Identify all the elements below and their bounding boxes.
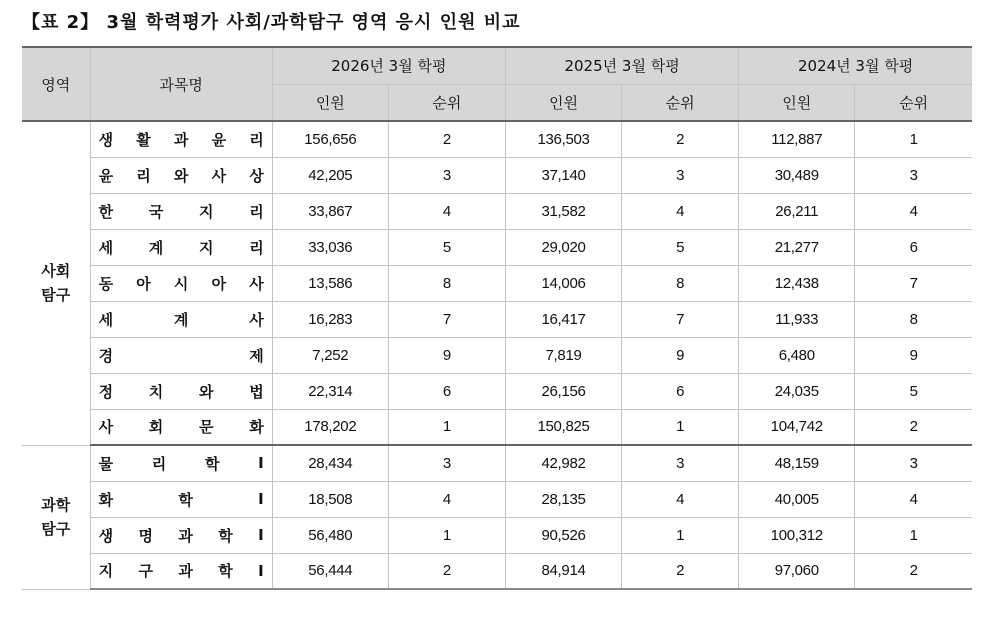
count-cell: 18,508 xyxy=(272,481,388,517)
subject-name-cell xyxy=(90,445,272,481)
subject-name-cell xyxy=(90,229,272,265)
rank-cell: 8 xyxy=(388,265,505,301)
count-cell: 24,035 xyxy=(739,373,855,409)
header-rank: 순위 xyxy=(622,84,739,121)
subject-char: Ⅰ xyxy=(258,561,264,580)
table-row xyxy=(22,121,972,157)
subject-char: Ⅰ xyxy=(258,490,264,508)
count-cell: 26,211 xyxy=(739,193,855,229)
header-year-2024: 2024년 3월 학평 xyxy=(739,47,972,84)
rank-cell: 3 xyxy=(388,157,505,193)
rank-cell: 1 xyxy=(855,517,972,553)
area-label-line: 사회 xyxy=(41,262,71,281)
count-cell: 12,438 xyxy=(739,265,855,301)
subject-char: 구 xyxy=(138,562,153,581)
subject-char: 리 xyxy=(249,202,264,221)
rank-cell: 1 xyxy=(388,409,505,445)
rank-cell: 9 xyxy=(855,337,972,373)
table-row xyxy=(22,337,972,373)
count-cell: 33,036 xyxy=(272,229,388,265)
subject-char: 회 xyxy=(148,418,164,437)
rank-cell: 5 xyxy=(388,229,505,265)
subject-char: 아 xyxy=(136,274,151,293)
subject-char: 사 xyxy=(98,418,114,437)
subject-name-cell xyxy=(90,121,272,157)
area-cell xyxy=(22,121,90,445)
header-count: 인원 xyxy=(272,84,388,121)
subject-char: 계 xyxy=(148,238,164,257)
rank-cell: 3 xyxy=(388,445,505,481)
count-cell: 16,417 xyxy=(505,301,621,337)
subject-char: 사 xyxy=(249,274,264,293)
subject-char: 사 xyxy=(249,310,264,329)
subject-char: 학 xyxy=(218,526,233,545)
area-cell xyxy=(22,445,90,589)
subject-char: 학 xyxy=(204,454,220,473)
table-row xyxy=(22,517,972,553)
subject-char: 리 xyxy=(249,238,264,257)
header-rank: 순위 xyxy=(855,84,972,121)
subject-char: 명 xyxy=(138,526,153,545)
rank-cell: 2 xyxy=(388,121,505,157)
subject-char: 상 xyxy=(249,166,264,185)
table-row xyxy=(22,265,972,301)
subject-char: 와 xyxy=(173,166,189,185)
rank-cell: 3 xyxy=(855,157,972,193)
rank-cell: 2 xyxy=(855,553,972,589)
subject-char: 사 xyxy=(211,166,227,185)
count-cell: 56,480 xyxy=(272,517,388,553)
count-cell: 16,283 xyxy=(272,301,388,337)
count-cell: 56,444 xyxy=(272,553,388,589)
table-body xyxy=(22,121,972,589)
count-cell: 84,914 xyxy=(505,553,621,589)
subject-char: 와 xyxy=(199,382,214,401)
rank-cell: 3 xyxy=(622,157,739,193)
subject-char: 세 xyxy=(98,238,114,257)
rank-cell: 5 xyxy=(622,229,739,265)
count-cell: 42,982 xyxy=(505,445,621,481)
count-cell: 30,489 xyxy=(739,157,855,193)
subject-char: 문 xyxy=(199,418,214,437)
rank-cell: 2 xyxy=(388,553,505,589)
rank-cell: 3 xyxy=(855,445,972,481)
subject-char: 화 xyxy=(98,490,114,509)
count-cell: 7,252 xyxy=(272,337,388,373)
subject-char: 리 xyxy=(136,166,151,185)
table-row xyxy=(22,481,972,517)
count-cell: 90,526 xyxy=(505,517,621,553)
subject-char: 리 xyxy=(151,454,167,473)
count-cell: 13,586 xyxy=(272,265,388,301)
area-label-line: 과학 xyxy=(41,496,71,514)
rank-cell: 2 xyxy=(855,409,972,445)
count-cell: 7,819 xyxy=(505,337,621,373)
subject-char: 학 xyxy=(178,490,193,509)
rank-cell: 7 xyxy=(622,301,739,337)
subject-char: 생 xyxy=(98,526,114,545)
rank-cell: 4 xyxy=(855,193,972,229)
count-cell: 100,312 xyxy=(739,517,855,553)
subject-char: 과 xyxy=(173,130,189,149)
subject-char: 윤 xyxy=(211,130,227,149)
subject-name-cell xyxy=(90,481,272,517)
subject-char: 제 xyxy=(249,346,264,365)
table-row xyxy=(22,445,972,481)
subject-char: 물 xyxy=(98,454,114,473)
count-cell: 112,887 xyxy=(739,121,855,157)
rank-cell: 3 xyxy=(622,445,739,481)
count-cell: 48,159 xyxy=(739,445,855,481)
count-cell: 156,656 xyxy=(272,121,388,157)
subject-char: 과 xyxy=(178,562,193,581)
rank-cell: 2 xyxy=(622,121,739,157)
subject-char: 리 xyxy=(249,130,264,149)
rank-cell: 9 xyxy=(388,337,505,373)
rank-cell: 9 xyxy=(622,337,739,373)
table-row xyxy=(22,193,972,229)
subject-char: 국 xyxy=(148,202,164,221)
count-cell: 37,140 xyxy=(505,157,621,193)
subject-char: 시 xyxy=(173,274,189,293)
header-year-2026: 2026년 3월 학평 xyxy=(272,47,505,84)
rank-cell: 6 xyxy=(855,229,972,265)
rank-cell: 8 xyxy=(622,265,739,301)
rank-cell: 4 xyxy=(388,193,505,229)
count-cell: 136,503 xyxy=(505,121,621,157)
subject-char: 화 xyxy=(249,418,264,437)
count-cell: 97,060 xyxy=(739,553,855,589)
count-cell: 21,277 xyxy=(739,229,855,265)
subject-name-cell xyxy=(90,157,272,193)
count-cell: 42,205 xyxy=(272,157,388,193)
count-cell: 22,314 xyxy=(272,373,388,409)
count-cell: 14,006 xyxy=(505,265,621,301)
rank-cell: 1 xyxy=(622,409,739,445)
rank-cell: 8 xyxy=(855,301,972,337)
header-count: 인원 xyxy=(505,84,621,121)
table-title: 【표 2】 3월 학력평가 사회/과학탐구 영역 응시 인원 비교 xyxy=(22,12,521,33)
subject-char: 정 xyxy=(98,382,114,401)
subject-char: 세 xyxy=(98,310,114,329)
count-cell: 104,742 xyxy=(739,409,855,445)
subject-char: 한 xyxy=(98,202,114,221)
subject-char: Ⅰ xyxy=(258,526,264,544)
subject-char: 경 xyxy=(98,346,114,365)
count-cell: 29,020 xyxy=(505,229,621,265)
count-cell: 6,480 xyxy=(739,337,855,373)
table-row xyxy=(22,301,972,337)
rank-cell: 7 xyxy=(855,265,972,301)
header-area: 영역 xyxy=(22,47,90,121)
count-cell: 31,582 xyxy=(505,193,621,229)
subject-name-cell xyxy=(90,337,272,373)
header-rank: 순위 xyxy=(388,84,505,121)
rank-cell: 4 xyxy=(855,481,972,517)
subject-name-cell xyxy=(90,553,272,589)
count-cell: 28,135 xyxy=(505,481,621,517)
subject-name-cell xyxy=(90,265,272,301)
rank-cell: 1 xyxy=(855,121,972,157)
subject-char: 동 xyxy=(98,274,114,293)
rank-cell: 1 xyxy=(622,517,739,553)
count-cell: 150,825 xyxy=(505,409,621,445)
subject-name-cell xyxy=(90,301,272,337)
rank-cell: 4 xyxy=(622,193,739,229)
count-cell: 40,005 xyxy=(739,481,855,517)
area-label-line: 탐구 xyxy=(41,520,71,538)
rank-cell: 4 xyxy=(388,481,505,517)
header-year-2025: 2025년 3월 학평 xyxy=(505,47,738,84)
table-row xyxy=(22,409,972,445)
header-subject: 과목명 xyxy=(90,47,272,121)
subject-char: 학 xyxy=(218,562,233,581)
header-count: 인원 xyxy=(739,84,855,121)
area-label-line: 탐구 xyxy=(41,286,71,305)
rank-cell: 6 xyxy=(622,373,739,409)
rank-cell: 2 xyxy=(622,553,739,589)
subject-char: 계 xyxy=(173,310,189,329)
subject-char: 법 xyxy=(249,382,264,401)
count-cell: 33,867 xyxy=(272,193,388,229)
rank-cell: 6 xyxy=(388,373,505,409)
table-row xyxy=(22,229,972,265)
subject-name-cell xyxy=(90,373,272,409)
subject-char: 활 xyxy=(136,130,151,149)
subject-char: 지 xyxy=(199,202,214,221)
subject-char: Ⅰ xyxy=(258,454,264,473)
subject-name-cell xyxy=(90,193,272,229)
subject-char: 치 xyxy=(148,382,164,401)
table-row xyxy=(22,373,972,409)
count-cell: 28,434 xyxy=(272,445,388,481)
subject-char: 윤 xyxy=(98,166,114,185)
rank-cell: 5 xyxy=(855,373,972,409)
subject-char: 과 xyxy=(178,526,193,545)
table-row xyxy=(22,553,972,589)
subject-name-cell xyxy=(90,517,272,553)
rank-cell: 4 xyxy=(622,481,739,517)
rank-cell: 1 xyxy=(388,517,505,553)
enrollment-comparison-table xyxy=(22,46,972,590)
count-cell: 178,202 xyxy=(272,409,388,445)
count-cell: 11,933 xyxy=(739,301,855,337)
subject-char: 지 xyxy=(199,238,214,257)
subject-name-cell xyxy=(90,409,272,445)
count-cell: 26,156 xyxy=(505,373,621,409)
subject-char: 생 xyxy=(98,130,114,149)
subject-char: 지 xyxy=(98,562,114,581)
rank-cell: 7 xyxy=(388,301,505,337)
subject-char: 아 xyxy=(211,274,227,293)
table-row xyxy=(22,157,972,193)
